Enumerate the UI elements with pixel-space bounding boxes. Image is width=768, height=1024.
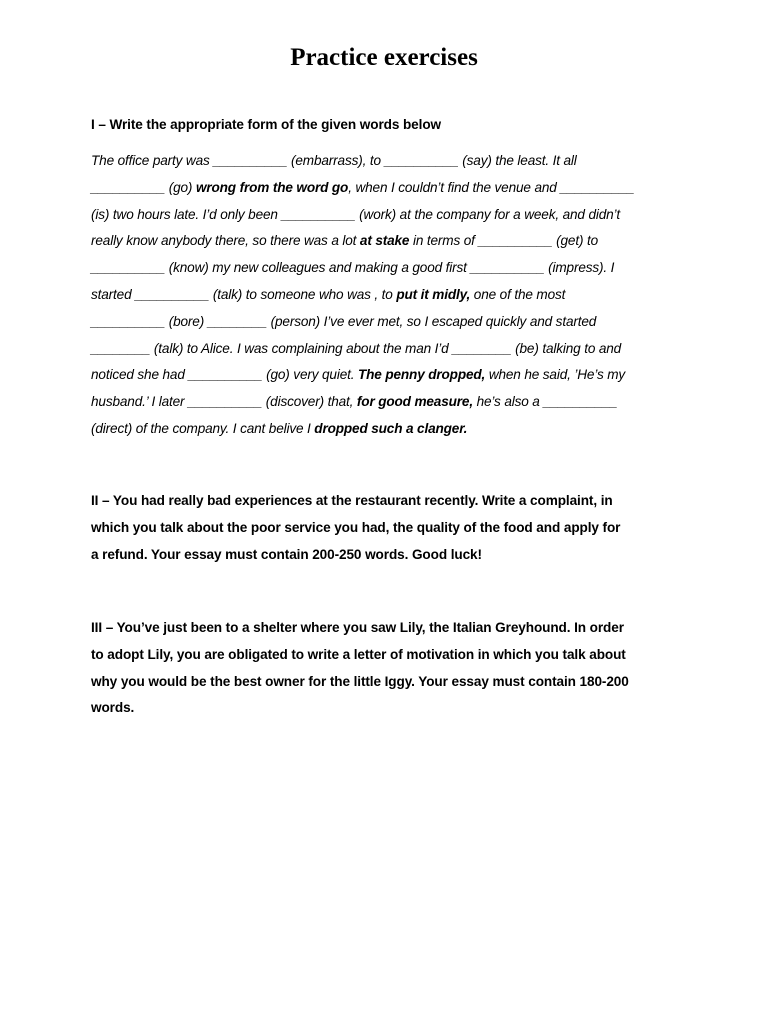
exercise-text-segment: in terms of __________ (get) to — [409, 233, 598, 249]
exercise-text-segment: ________ (talk) to Alice. I was complaining about the man I’d ________ (be) talking to and — [91, 340, 622, 356]
idiom-phrase: dropped such a clanger. — [314, 420, 468, 436]
section-3-line: III – You’ve just been to a shelter where you saw Lily, the Italian Greyhound. In order — [91, 620, 624, 635]
exercise-line — [91, 336, 681, 363]
exercise-text-segment: __________ (go) — [91, 179, 196, 195]
exercise-text-segment: husband.’ I later __________ (discover) that, — [91, 394, 357, 410]
exercise-line — [91, 175, 681, 202]
page-title: Practice exercises — [290, 44, 478, 71]
section-1-exercise-text — [91, 148, 681, 443]
exercise-line — [91, 228, 681, 255]
section-3-line: why you would be the best owner for the little Iggy. Your essay must contain 180-200 — [91, 673, 629, 689]
exercise-line — [91, 389, 681, 416]
idiom-phrase: wrong from the word go — [195, 179, 349, 195]
exercise-text-segment: , when I couldn’t find the venue and __________ — [348, 179, 635, 195]
exercise-line — [91, 416, 681, 443]
exercise-line — [91, 309, 681, 336]
exercise-text-segment: really know anybody there, so there was a lot — [91, 233, 360, 249]
section-2-prompt — [91, 488, 681, 568]
section-1-heading: I – Write the appropriate form of the given words below — [91, 117, 441, 132]
exercise-text-segment: __________ (know) my new colleagues and making a good first __________ (impress). I — [91, 260, 615, 276]
section-3-prompt — [91, 615, 681, 722]
section-3-line: words. — [91, 700, 135, 716]
section-2-line: a refund. Your essay must contain 200-250 words. Good luck! — [91, 546, 482, 562]
exercise-text-segment: noticed she had __________ (go) very quiet. — [91, 367, 358, 383]
exercise-line — [91, 148, 681, 175]
exercise-text-segment: (is) two hours late. I’d only been __________ (work) at the company for a week, and didn’t — [91, 206, 621, 222]
exercise-text-segment: one of the most — [470, 286, 566, 302]
exercise-text-segment: __________ (bore) ________ (person) I’ve ever met, so I escaped quickly and started — [91, 313, 597, 329]
idiom-phrase: put it midly, — [396, 286, 471, 302]
exercise-text-segment: when he said, ’He’s my — [485, 367, 626, 383]
idiom-phrase: for good measure, — [356, 394, 473, 410]
exercise-text-segment: (direct) of the company. I cant belive I — [91, 420, 315, 436]
exercise-text-segment: he’s also a __________ — [472, 394, 618, 410]
section-2-line: which you talk about the poor service you had, the quality of the food and apply for — [91, 519, 621, 535]
exercise-line — [91, 362, 681, 389]
exercise-line — [91, 282, 681, 309]
idiom-phrase: at stake — [359, 233, 410, 249]
exercise-text-segment: started __________ (talk) to someone who was , to — [91, 286, 397, 302]
exercise-line — [91, 255, 681, 282]
exercise-text-segment: The office party was __________ (embarrass), to __________ (say) the least. It all — [91, 153, 577, 168]
exercise-line — [91, 202, 681, 229]
idiom-phrase: The penny dropped, — [357, 367, 486, 383]
section-2-line: II – You had really bad experiences at the restaurant recently. Write a complaint, in — [91, 493, 613, 508]
section-3-line: to adopt Lily, you are obligated to write a letter of motivation in which you talk about — [91, 646, 626, 662]
